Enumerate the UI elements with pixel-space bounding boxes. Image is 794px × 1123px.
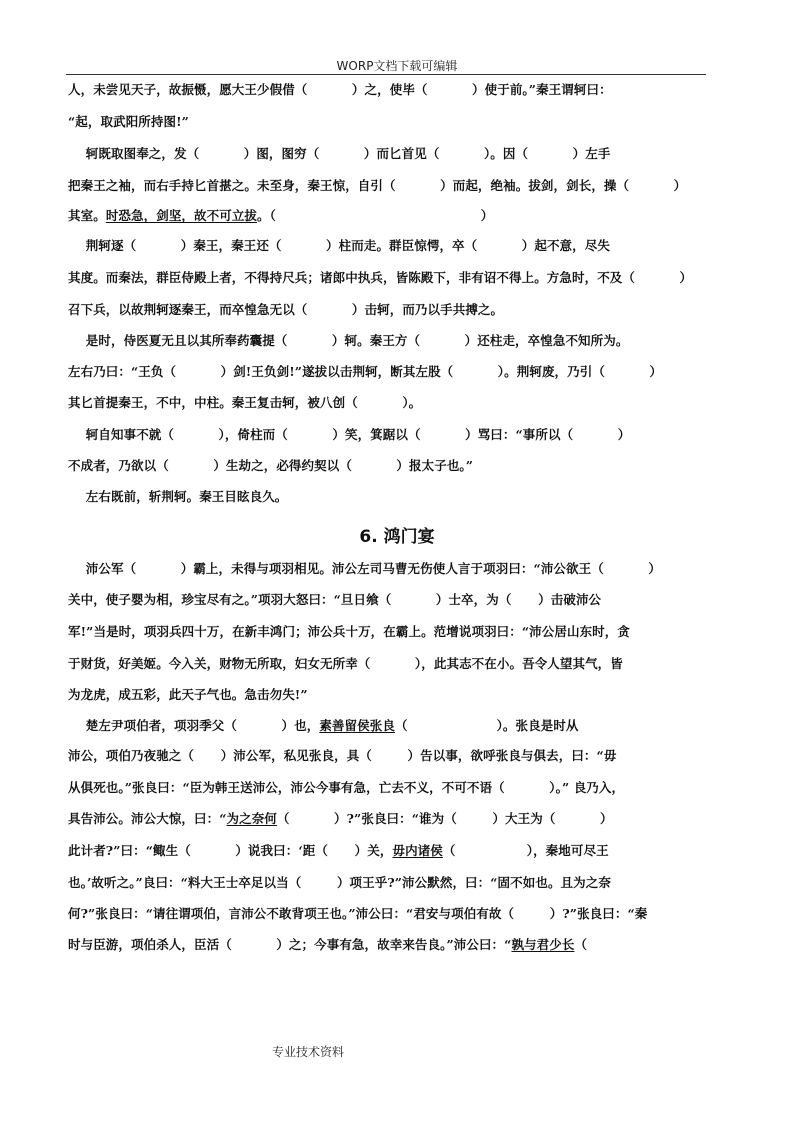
text-line: 不成者，乃欲以（ ）生劫之，必得约契以（ ）报太子也。” (68, 458, 474, 473)
text-line: 关中，使子婴为相，珍宝尽有之。”项羽大怒曰：“旦日飨（ ）士卒，为（ ）击破沛公 (68, 592, 602, 607)
text-line: 荆轲逐（ ）秦王，秦王还（ ）柱而走。群臣惊愕，卒（ ）起不意，尽失 (68, 238, 610, 253)
text-line (68, 718, 579, 734)
header-rule (66, 74, 706, 75)
text-line: 人，未尝见天子，故振慑，愿大王少假借（ ）之，使毕（ ）使于前。”秦王谓轲曰： (68, 82, 612, 97)
text-line (68, 843, 609, 859)
underlined-phrase: 时恐急，剑坚，故不可立拔 (105, 208, 258, 223)
text-line: 轲自知事不就（ ），倚柱而（ ）笑，箕踞以（ ）骂曰：“事所以（ ） (68, 427, 631, 442)
text-segment: 楚左尹项伯者，项羽季父（ ）也， (68, 718, 320, 733)
text-line: 左右乃曰：“王负（ ）剑!王负剑!”遂拔以击荆轲，断其左股（ ）。荆轲废，乃引（ ） (68, 364, 663, 379)
text-segment: 时与臣游，项伯杀人，臣活（ ）之；今事有急，故幸来告良。”沛公曰：“ (68, 937, 512, 952)
text-line (68, 937, 587, 953)
text-line: 从俱死也。”张良曰：“臣为韩王送沛公，沛公今事有急，亡去不义，不可不语（ ）。” 良乃入， (68, 780, 625, 795)
text-segment: （ ）?”张良曰：“谁为（ ）大王为（ ） (276, 811, 613, 826)
page-header: WORP文档下载可编辑 (336, 59, 458, 73)
text-line: 左右既前，斩荆轲。秦王目眩良久。 (68, 489, 288, 504)
text-line: 于财货，好美姬。今入关，财物无所取，妇女无所幸（ ），此其志不在小。吾令人望其气，皆 (68, 656, 623, 671)
text-line: 是时，侍医夏无且以其所奉药囊提（ ）轲。秦王方（ ）还柱走，卒惶急不知所为。 (68, 333, 629, 348)
text-segment: 。（ ） (257, 208, 494, 223)
text-segment: 此计者?”曰：“鲰生（ ）说我曰：‘距（ ）关， (68, 843, 393, 858)
underlined-phrase: 毋内诸侯 (392, 843, 443, 858)
text-line: 轲既取图奉之，发（ ）图，图穷（ ）而匕首见（ ）。因（ ）左手 (68, 146, 611, 161)
text-line: 何?”张良曰：“请往谓项伯，言沛公不敢背项王也。”沛公曰：“君安与项伯有故（ ）?”张良曰：“秦 (68, 906, 648, 921)
text-line: 召下兵，以故荆轲逐秦王，而卒惶急无以（ ）击轲，而乃以手共搏之。 (68, 302, 504, 317)
text-segment: 具告沛公。沛公大惊，曰：“ (68, 811, 227, 826)
text-line: “起，取武阳所持图!” (68, 114, 189, 129)
text-line: 其匕首提秦王，不中，中柱。秦王复击轲，被八创（ ）。 (68, 395, 422, 410)
text-segment: （ (574, 937, 588, 952)
text-segment: 其室。 (68, 208, 106, 223)
text-segment: （ ），秦地可尽王 (442, 843, 609, 858)
text-line: 沛公，项伯乃夜驰之（ ）沛公军，私见张良，具（ ）告以事，欲呼张良与俱去，曰：“毋 (68, 748, 617, 763)
text-line: 为龙虎，成五彩，此天子气也。急击勿失!” (68, 687, 308, 702)
text-line (68, 208, 493, 224)
underlined-phrase: 孰与君少长 (511, 937, 575, 952)
underlined-phrase: 素善留侯张良 (319, 718, 395, 733)
text-line: 沛公军（ ）霸上，未得与项羽相见。沛公左司马曹无伤使人言于项羽曰：“沛公欲王（ ） (68, 561, 661, 576)
text-line: 其度。而秦法，群臣侍殿上者，不得持尺兵；诸郎中执兵，皆陈殿下，非有诏不得上。方急时，不及（ ） (68, 270, 693, 285)
page-footer: 专业技术资料 (272, 1045, 345, 1059)
section-title: 6. 鸿门宴 (359, 527, 435, 547)
text-line: 军!”当是时，项羽兵四十万，在新丰鸿门；沛公兵十万，在霸上。范增说项羽曰：“沛公居山东时，贪 (68, 624, 630, 639)
underlined-phrase: 为之奈何 (226, 811, 277, 826)
text-line: 把秦王之袖，而右手持匕首揕之。未至身，秦王惊，自引（ ）而起，绝袖。拔剑，剑长，操（ ） (68, 178, 687, 193)
text-line (68, 811, 613, 827)
text-line: 也。’故听之。”良曰：“料大王士卒足以当（ ）项王乎?”沛公默然，曰：“固不如也。且为之奈 (68, 875, 611, 890)
text-segment: （ ）。张良是时从 (394, 718, 579, 733)
